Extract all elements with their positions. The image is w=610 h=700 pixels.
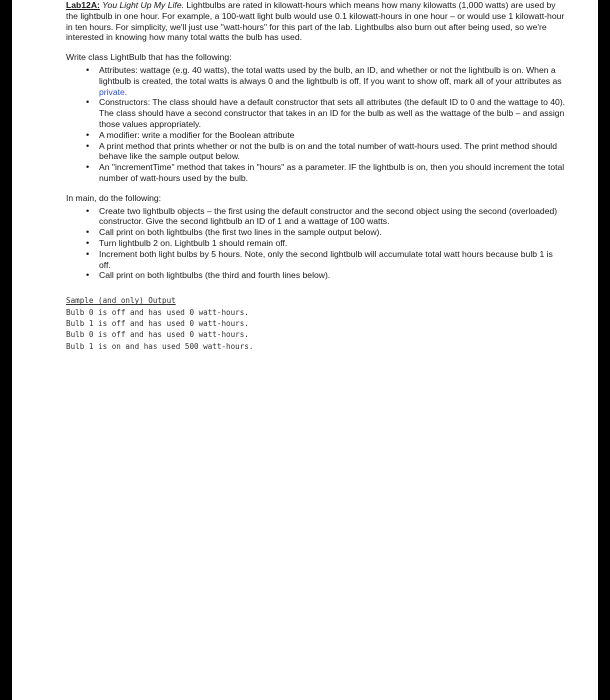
bullet-icon: • xyxy=(86,205,90,216)
document-page xyxy=(12,0,598,700)
bullet-icon: • xyxy=(86,162,90,173)
bullet-icon: • xyxy=(86,97,90,108)
list-item-text: Turn lightbulb 2 on. Lightbulb 1 should remain off. xyxy=(99,237,288,248)
intro-text: Lightbulbs are rated in kilowatt-hours which means how many kilowatts (1,000 watts) are used by the lightbulb in one hour. For example, a 100-watt light bulb would use 0.1 kilowatt-hours in one hour – or would use 1 kilowatt-hour in ten hours. For simplicity, we'll just use "watt-hours" for this part of the lab. Lightbulbs also burn out after being used, so we're interested in knowing how many total watts the bulb has used. xyxy=(66,0,565,43)
bullet-icon: • xyxy=(86,270,90,281)
intro-paragraph xyxy=(66,0,566,43)
class-requirements-list xyxy=(66,65,566,184)
list-item xyxy=(86,141,566,163)
list-item xyxy=(86,270,566,281)
lab-subtitle: You Light Up My Life. xyxy=(102,0,184,10)
bullet-icon: • xyxy=(86,129,90,140)
list-item xyxy=(86,249,566,271)
sample-output-line: Bulb 1 is on and has used 500 watt-hours. xyxy=(66,341,254,351)
private-keyword: private xyxy=(99,86,125,97)
list-item-text: Call print on both lightbulbs (the third and fourth lines below). xyxy=(99,270,331,281)
list-item xyxy=(86,206,566,228)
bullet-icon: • xyxy=(86,227,90,238)
lab-title: Lab12A: xyxy=(66,0,100,10)
list-item-text: A print method that prints whether or not the bulb is on and the total number of watt-hours used. The print method should behave like the sample output below. xyxy=(99,140,557,162)
list-item-text: Attributes: wattage (e.g. 40 watts), the total watts used by the bulb, an ID, and whether or not the lightbulb is on. When a lightbulb is created, the total watts is always 0 and the lightbulb is off. If you want to show off, mark all of your attributes as xyxy=(99,64,562,86)
sample-output-line: Bulb 1 is off and has used 0 watt-hours. xyxy=(66,318,249,328)
list-item-text: Call print on both lightbulbs (the first two lines in the sample output below). xyxy=(99,227,382,238)
bullet-icon: • xyxy=(86,64,90,75)
sample-output-line: Bulb 0 is off and has used 0 watt-hours. xyxy=(66,330,249,340)
bullet-icon: • xyxy=(86,140,90,151)
list-item-text-end: . xyxy=(124,86,128,97)
sample-output-line: Bulb 0 is off and has used 0 watt-hours. xyxy=(66,307,249,317)
bullet-icon: • xyxy=(86,237,90,248)
list-item xyxy=(86,97,566,129)
main-steps-list xyxy=(66,206,566,282)
list-item xyxy=(86,162,566,184)
list-item-text: Create two lightbulb objects – the first using the default constructor and the second object using the second (overloaded) constructor. Give the second lightbulb an ID of 1 and a wattage of 100 watts. xyxy=(99,205,558,227)
sample-output-block xyxy=(66,295,566,352)
list-item-text: An "incrementTime" method that takes in "hours" as a parameter. IF the lightbulb is on, then you should increment the total number of watt-hours used by the bulb. xyxy=(99,162,565,183)
list-item-text: Increment both light bulbs by 5 hours. Note, only the second lightbulb will accumulate total watt hours because bulb 1 is off. xyxy=(99,248,553,270)
list-item xyxy=(86,227,566,238)
list-item xyxy=(86,65,566,97)
list-item-text: A modifier: write a modifier for the Boolean attribute xyxy=(99,129,295,140)
bullet-icon: • xyxy=(86,248,90,259)
document-content xyxy=(66,0,566,352)
list-item-text: Constructors: The class should have a default constructor that sets all attributes (the default ID to 0 and the wattage to 40). The class should have a second constructor that takes in an ID for the bulb as well as the wattage of the bulb – and assign those values appropriately. xyxy=(99,97,566,129)
list-item xyxy=(86,238,566,249)
sample-output-title: Sample (and only) Output xyxy=(66,296,176,306)
main-section-heading: In main, do the following: xyxy=(66,192,162,203)
list-item xyxy=(86,130,566,141)
class-section-heading: Write class LightBulb that has the following: xyxy=(66,52,232,63)
